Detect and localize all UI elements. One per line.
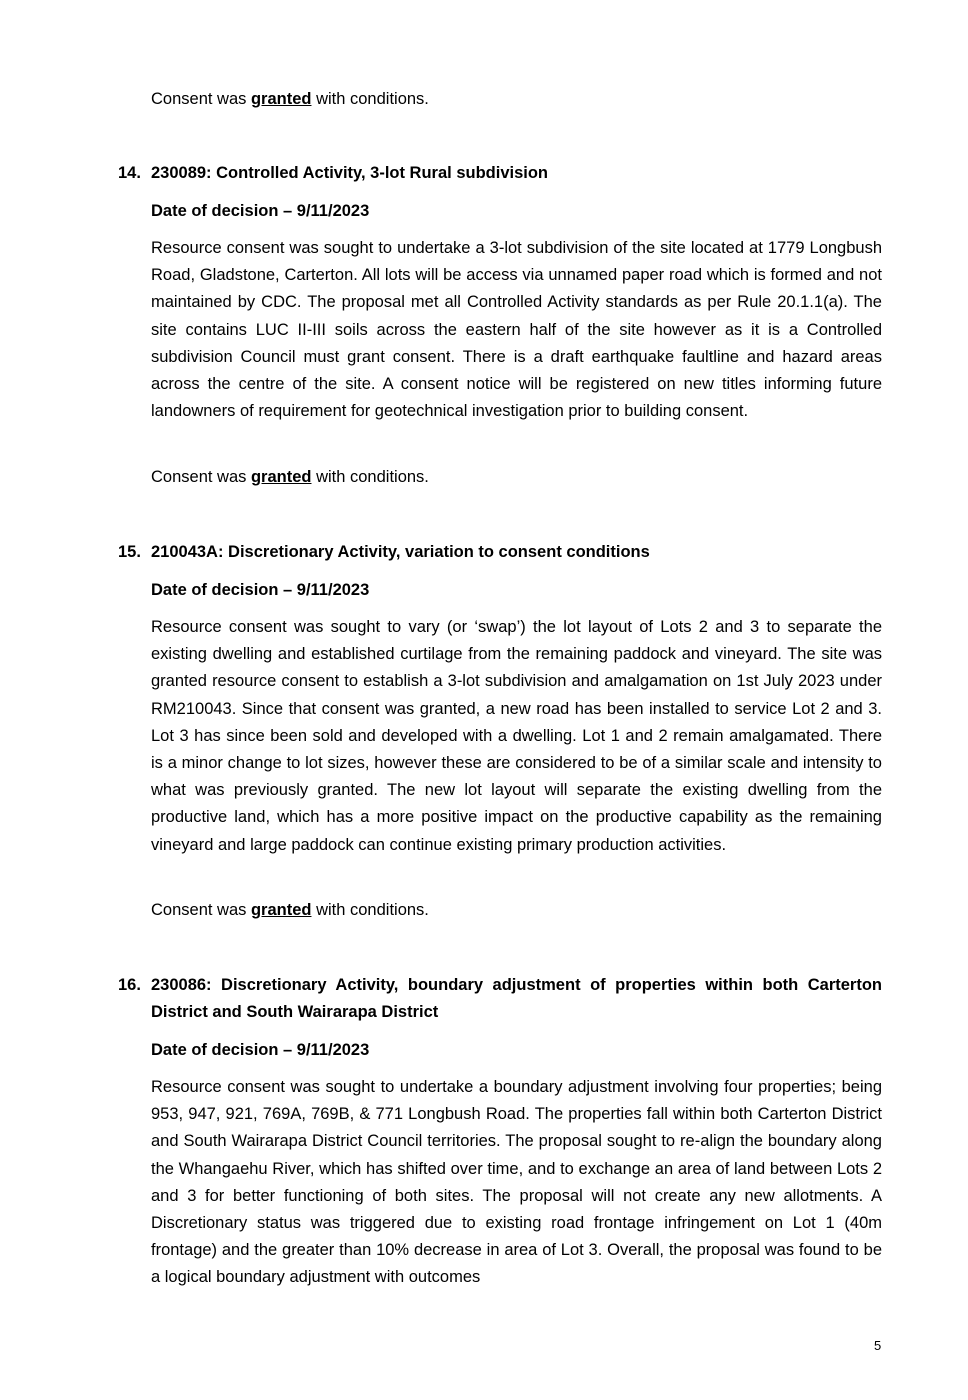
consent-statement [151, 87, 429, 111]
consent-decision: granted [250, 90, 312, 108]
consent-prefix: Consent was [151, 901, 251, 919]
consent-suffix: with conditions. [311, 90, 429, 108]
consent-suffix: with conditions. [311, 468, 429, 486]
item-body: Resource consent was sought to undertake a boundary adjustment involving four properties; being 953, 947, 921, 769A, 769B, & 771 Longbush Road. The properties fall within both Carterton District and South Wairarapa District Council territories. The proposal sought to re-align the boundary along the Whangaehu River, which has shifted over time, and to exchange an area of land between Lots 2 and 3 for better functioning of both sites. The proposal will not create any new allotments. A Discretionary status was triggered due to existing road frontage infringement on Lot 1 (40m frontage) and the greater than 10% decrease in area of Lot 3. Overall, the proposal was found to be a logical boundary adjustment with outcomes [151, 1078, 882, 1287]
decision-date: Date of decision – 9/11/2023 [151, 202, 370, 220]
decision-date: Date of decision – 9/11/2023 [151, 581, 370, 599]
consent-decision: granted [250, 901, 312, 919]
item-heading [118, 972, 882, 1026]
item-number: 15. [118, 543, 141, 561]
item-heading [118, 539, 882, 566]
item-number: 14. [118, 164, 141, 182]
decision-date: Date of decision – 9/11/2023 [151, 1041, 370, 1059]
consent-decision: granted [250, 468, 312, 486]
item-title: 230089: Controlled Activity, 3-lot Rural subdivision [151, 164, 548, 182]
consent-prefix: Consent was [151, 468, 251, 486]
item-number: 16. [118, 976, 141, 994]
item-title: 230086: Discretionary Activity, boundary adjustment of properties within both Carterton District and South Wairarapa District [151, 976, 882, 1022]
consent-suffix: with conditions. [311, 901, 429, 919]
consent-statement [151, 465, 429, 489]
page-number: 5 [874, 1338, 882, 1353]
consent-prefix: Consent was [151, 90, 251, 108]
item-body: Resource consent was sought to vary (or ‘swap’) the lot layout of Lots 2 and 3 to separate the existing dwelling and established curtilage from the remaining paddock and vineyard. The site was granted resource consent to establish a 3-lot subdivision and amalgamation on 1st July 2023 under RM210043. Since that consent was granted, a new road has been installed to service Lot 2 and 3. Lot 3 has since been sold and developed with a dwelling. Lot 1 and 2 remain amalgamated. There is a minor change to lot sizes, however these are considered to be of a similar scale and intensity to what was previously granted. The new lot layout will separate the existing dwelling from the productive land, which has a more positive impact on the productive capability as the remaining vineyard and large paddock can continue existing primary production activities. [151, 618, 882, 854]
consent-statement [151, 898, 429, 922]
item-title: 210043A: Discretionary Activity, variation to consent conditions [151, 543, 650, 561]
item-heading [118, 160, 882, 187]
item-body: Resource consent was sought to undertake a 3-lot subdivision of the site located at 1779 Longbush Road, Gladstone, Carterton. All lots will be access via unnamed paper road which is formed and not maintained by CDC. The proposal met all Controlled Activity standards as per Rule 20.1.1(a). The site contains LUC II-III soils across the eastern half of the site however as it is a Controlled subdivision Council must grant consent. There is a draft earthquake faultline and hazard areas across the centre of the site. A consent notice will be registered on new titles informing future landowners of requirement for geotechnical investigation prior to building consent. [151, 239, 882, 421]
